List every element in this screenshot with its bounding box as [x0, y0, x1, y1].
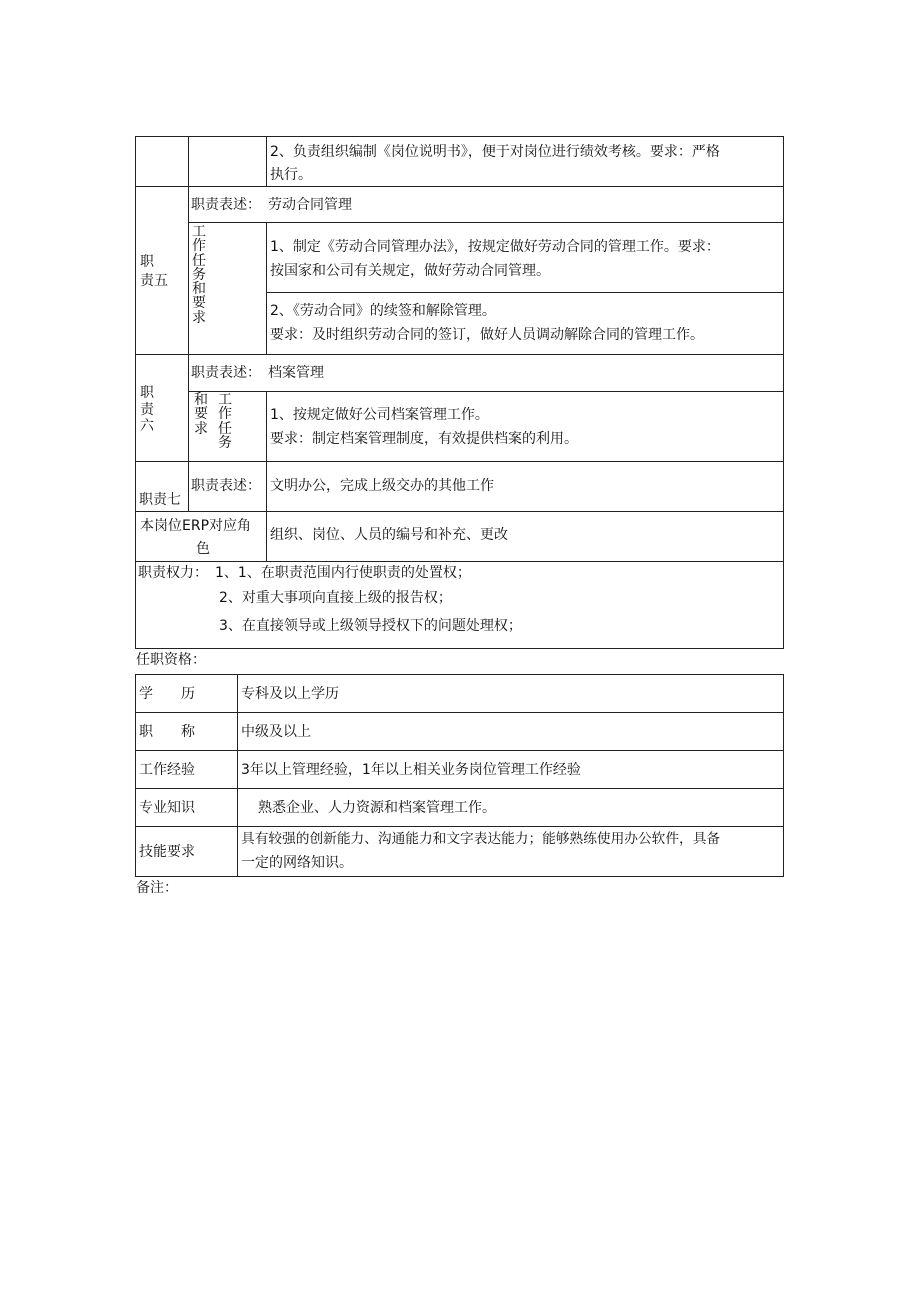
qual-education-value: 专科及以上学历 [241, 686, 339, 702]
table-border [135, 826, 784, 827]
table-border [135, 648, 784, 649]
duty6-label-line1: 职 [140, 385, 154, 401]
duty5-desc-label: 职责表述： [191, 197, 261, 213]
table-border [135, 186, 784, 187]
remarks-label: 备注： [136, 880, 178, 896]
table-border [266, 391, 267, 511]
duty5-item2-line1: 2、《劳动合同》的续签和解除管理。 [270, 303, 496, 319]
table-border [135, 876, 784, 877]
duty7-label: 职责七 [139, 492, 181, 508]
qual-skills-value-line1: 具有较强的创新能力、沟通能力和文字表达能力；能够熟练使用办公软件，具备 [241, 831, 721, 847]
duty5-item1-line2: 按国家和公司有关规定，做好劳动合同管理。 [270, 263, 550, 279]
duty5-item2-line2: 要求：及时组织劳动合同的签订，做好人员调动解除合同的管理工作。 [270, 327, 704, 343]
duty7-desc: 文明办公，完成上级交办的其他工作 [270, 478, 494, 494]
table-border [135, 354, 784, 355]
qual-skills-value-line2: 一定的网络知识。 [241, 855, 353, 871]
table-border [135, 136, 136, 649]
erp-label-line2: 色 [196, 541, 210, 557]
authority-item-3: 3、在直接领导或上级领导授权下的问题处理权； [219, 618, 522, 634]
duty6-label-line3: 六 [140, 418, 154, 434]
duty7-desc-label: 职责表述： [191, 478, 261, 494]
qual-knowledge-value: 熟悉企业、人力资源和档案管理工作。 [258, 800, 496, 816]
duty6-desc-label: 职责表述： [191, 365, 261, 381]
table-border [266, 222, 267, 354]
duty5-desc: 劳动合同管理 [268, 197, 352, 213]
table-border [237, 674, 238, 877]
duty5-label-line2: 责五 [140, 273, 168, 289]
erp-value: 组织、岗位、人员的编号和补充、更改 [270, 527, 508, 543]
duty6-task-label-col1: 和 要 求 [194, 392, 208, 437]
table-border [135, 750, 784, 751]
qual-title-label: 职 称 [139, 724, 195, 740]
duty6-label-line2: 责 [140, 402, 154, 418]
qual-title-value: 中级及以上 [241, 724, 311, 740]
erp-label-line1: 本岗位ERP对应角 [140, 518, 252, 534]
duty5-item1-line1: 1、制定《劳动合同管理办法》，按规定做好劳动合同的管理工作。要求： [270, 239, 720, 255]
qual-education-label: 学 历 [139, 686, 195, 702]
table-border [266, 292, 784, 293]
table-border [188, 391, 784, 392]
duty6-desc: 档案管理 [268, 365, 324, 381]
table-border [135, 712, 784, 713]
table-border [135, 788, 784, 789]
qual-knowledge-label: 专业知识 [139, 800, 195, 816]
qual-skills-label: 技能要求 [139, 844, 195, 860]
authority-item-2: 2、对重大事项向直接上级的报告权； [219, 590, 452, 606]
duty4-item2-line2: 执行。 [270, 167, 312, 183]
table-border [135, 136, 784, 137]
duty4-item2-line1: 2、负责组织编制《岗位说明书》，便于对岗位进行绩效考核。要求：严格 [270, 144, 720, 160]
table-border [266, 511, 267, 561]
table-border [783, 136, 784, 649]
qual-experience-value: 3年以上管理经验，1年以上相关业务岗位管理工作经验 [241, 762, 581, 778]
duty6-item1-line2: 要求：制定档案管理制度，有效提供档案的利用。 [270, 431, 578, 447]
duty5-task-label: 工 作 任 务 和 要 求 [192, 224, 206, 326]
table-border [266, 136, 267, 186]
table-border [188, 222, 784, 223]
duty6-task-label-col2: 工 作 任 务 [218, 392, 232, 451]
duty6-item1-line1: 1、按规定做好公司档案管理工作。 [270, 407, 489, 423]
table-border [188, 136, 189, 511]
qualification-title: 任职资格： [136, 652, 206, 668]
authority-label: 职责权力： [138, 565, 208, 581]
authority-item-1: 1、1、在职责范围内行使职责的处置权； [215, 565, 471, 581]
qual-experience-label: 工作经验 [139, 762, 195, 778]
table-border [783, 674, 784, 877]
duty5-label-line1: 职 [140, 254, 154, 270]
table-border [135, 461, 784, 462]
table-border [135, 674, 784, 675]
table-border [135, 674, 136, 877]
table-border [135, 511, 784, 512]
table-border [135, 561, 784, 562]
